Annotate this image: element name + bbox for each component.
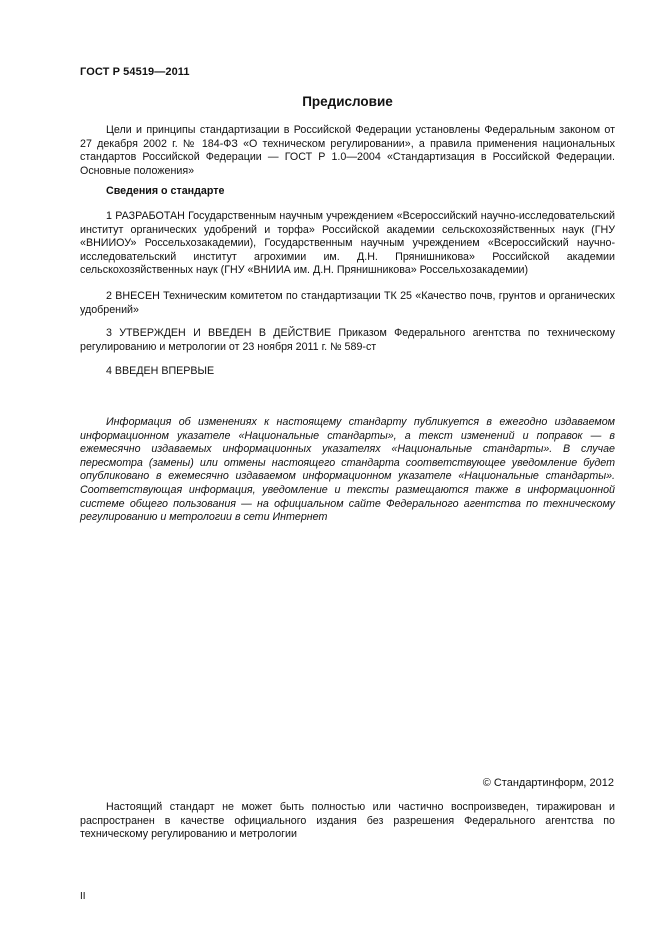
intro-paragraph: Цели и принципы стандартизации в Российской Федерации установлены Федеральным законом от 27 декабря 2002 г. № 184-ФЗ «О техническом регулировании», а правила применения национальных стандартов Российской Федерации — ГОСТ Р 1.0—2004 «Стандартизация в Российской Федерации. Основные положения» (80, 124, 615, 177)
item-approved: 3 УТВЕРЖДЕН И ВВЕДЕН В ДЕЙСТВИЕ Приказом Федерального агентства по техническому регулированию и метрологии от 23 ноября 2011 г. № 589-ст (80, 327, 615, 353)
section-heading: Сведения о стандарте (106, 185, 225, 197)
item-developed: 1 РАЗРАБОТАН Государственным научным учреждением «Всероссийский научно-исследовательский институт органических удобрений и торфа» Российской академии сельскохозяйственных наук (ГНУ «ВНИИОУ» Россельхозакадемии), Государственным научным учреждением «Всероссийский научно-исследовательский институт агрохимии им. Д.Н. Прянишникова» Российской академии сельскохозяйственных наук (ГНУ «ВНИИА им. Д.Н. Прянишникова» Россельхозакадемии) (80, 210, 615, 277)
document-code-header: ГОСТ Р 54519—2011 (80, 66, 190, 78)
copyright-line: © Стандартинформ, 2012 (482, 777, 614, 789)
reproduction-notice: Настоящий стандарт не может быть полностью или частично воспроизведен, тиражирован и распространен в качестве официального издания без разрешения Федерального агентства по техническому регулированию и метрологии (80, 801, 615, 841)
item-first-introduced: 4 ВВЕДЕН ВПЕРВЫЕ (106, 365, 215, 377)
item-submitted: 2 ВНЕСЕН Техническим комитетом по стандартизации ТК 25 «Качество почв, грунтов и органических удобрений» (80, 290, 615, 316)
amendments-notice: Информация об изменениях к настоящему стандарту публикуется в ежегодно издаваемом информационном указателе «Национальные стандарты», а текст изменений и поправок — в ежемесячно издаваемых информационных указателях «Национальные стандарты». В случае пересмотра (замены) или отмены настоящего стандарта соответствующее уведомление будет опубликовано в ежемесячно издаваемом информационном указателе «Национальные стандарты». Соответствующая информация, уведомление и тексты размещаются также в информационной системе общего пользования — на официальном сайте Федерального агентства по техническому регулированию и метрологии в сети Интернет (80, 416, 615, 524)
page-number: II (80, 891, 86, 902)
page-title: Предисловие (302, 94, 393, 109)
